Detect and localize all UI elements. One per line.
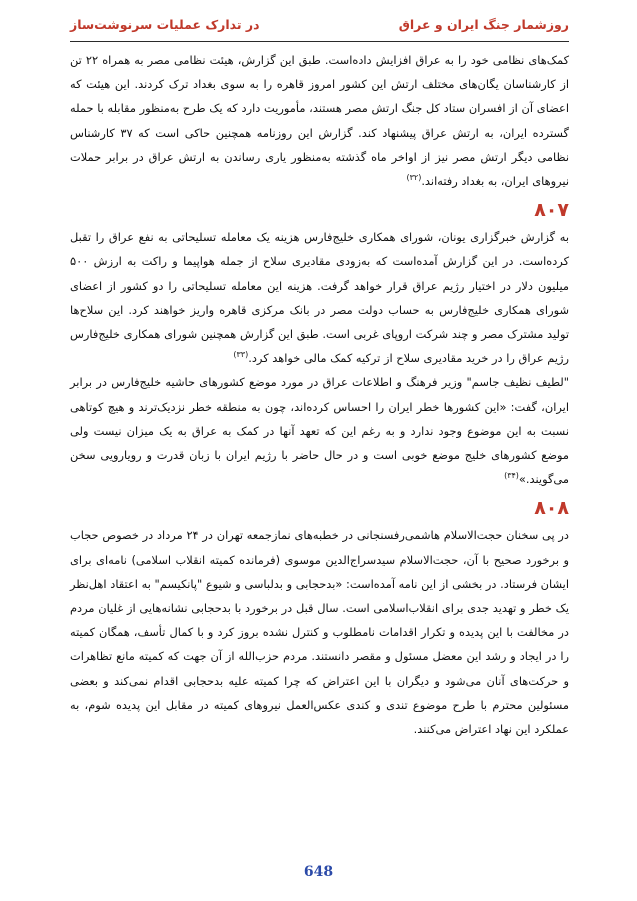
footnote-marker: (۳۴) [504,471,519,481]
entry-number-807: ۸۰۷ [534,199,569,222]
paragraph: کمک‌های نظامی خود را به عراق افزایش داده‌است. طبق این گزارش، هیئت نظامی مصر به همراه ۲۲ تن از کارشناسان یگان‌های مختلف ارتش این کشور امروز قاهره را به سوی بغداد ترک کردند. این هیئت که اعضای آن از افسران ستاد کل جنگ ارتش مصر هستند، مأموریت دارد که یک طرح به‌منظور مقابله با حمله گسترده ایران، به ارتش عراق پیشنهاد کند. گزارش این روزنامه همچنین حاکی است که ۳۷ کارشناس نظامی دیگر ارتش مصر نیز از اواخر ماه گذشته به‌منظور یاری رساندن به ارتش عراق در برابر حملات نیروهای ایران، به بغداد رفته‌اند.$^{(۳۲)}$ [70,53,569,189]
chapter-title: در تدارک عملیات سرنوشت‌ساز [70,17,260,32]
entry-number-808: ۸۰۸ [534,497,569,520]
book-title: روزشمار جنگ ایران و عراق [398,17,569,32]
header-rule [70,41,569,42]
main-content [70,48,569,741]
paragraph: "لطیف نظیف جاسم" وزیر فرهنگ و اطلاعات عراق در مورد موضع کشورهای حاشیه خلیج‌فارس در برابر ایران، گفت: «این کشورها خطر ایران را احساس کرده‌اند، چون به منطقه خطر نزدیک‌ترند و هیچ کوتاهی نسبت به این موضوع وجود ندارد و به رغم این که تعهد آنها در کمک به عراق به یک میزان نیست ولی موضع کشورهای خلیج موضع خوبی است و در حال حاضر با رژیم ایران با زبان قدرت و رویارویی سخن می‌گویند.»$^{(۳۴)}$ [70,375,569,487]
paragraph: به گزارش خبرگزاری یونان، شورای همکاری خلیج‌فارس هزینه یک معامله تسلیحاتی به نفع عراق را تقبل کرده‌است. در این گزارش آمده‌است که به‌زودی مقادیری سلاح از جمله هواپیما و راکت به ارزش ۵۰۰ میلیون دلار در اختیار رژیم عراق قرار خواهد گرفت. هزینه این معامله تسلیحاتی را دو کشور از اعضای شورای همکاری خلیج‌فارس به حساب دولت مصر در بانک مرکزی قاهره واریز خواهند کرد. این سلاح‌ها تولید مشترک مصر و چند شرکت اروپای غربی است. طبق این گزارش همچنین شورای همکاری خلیج‌فارس رژیم عراق را در خرید مقادیری سلاح از ترکیه کمک مالی خواهد کرد.$^{(۳۳)}$ [70,230,569,366]
paragraph: در پی سخنان حجت‌الاسلام هاشمی‌رفسنجانی در خطبه‌های نمازجمعه تهران در ۲۴ مرداد در خصوص حجاب و برخورد صحیح با آن، حجت‌الاسلام سیدسراج‌الدین موسوی (فرمانده کمیته انقلاب اسلامی) نامه‌ای برای ایشان فرستاد. در بخشی از این نامه آمده‌است: «بدحجابی و بدلباسی و شیوع "پانکیسم" به اعتقاد اهل‌نظر یک خطر و تهدید جدی برای انقلاب‌اسلامی است. سال قبل در برخورد با بدحجابی نشانه‌هایی از غلیان مردم در مخالفت با این پدیده و تکرار اقدامات نامطلوب و کنترل نشده بروز کرد و با کمال تأسف، همگان کمیته را در ایجاد و رشد این معضل مسئول و مقصر دانستند. مردم حزب‌الله از آن جهت که کمیته مانع تظاهرات و حرکت‌های آنان می‌شود و دیگران با این اعتراض که چرا کمیته علیه بدحجابی اقدام نمی‌کند و بعضی مسئولین محترم با طرح موضوع تندی و کندی عکس‌العمل نیروهای کمیته در مقابل این پدیده شوم، به عملکرد این نهاد اعتراض می‌کنند. [70,528,569,737]
running-header [70,14,569,38]
footnote-marker: (۳۲) [406,173,422,183]
footnote-marker: (۳۳) [233,350,249,360]
page-number: 648 [303,864,334,880]
